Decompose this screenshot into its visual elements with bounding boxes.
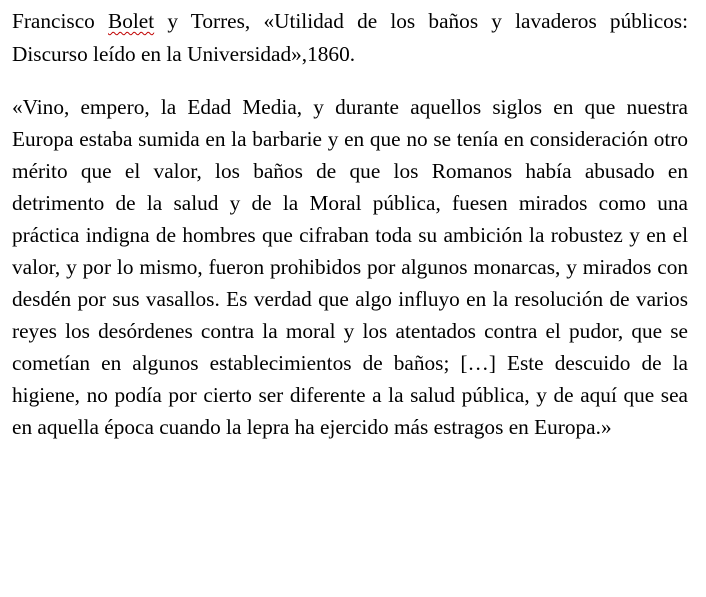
citation-title: «Utilidad de los baños y lavaderos públicos: Discurso leído en la Universidad»,1860. — [12, 9, 689, 66]
document-page — [12, 5, 688, 443]
quote-paragraph: «Vino, empero, la Edad Media, y durante aquellos siglos en que nuestra Europa estaba sumida en la barbarie y en que no se tenía en consideración otro mérito que el valor, los baños de que los Romanos había abusado en detrimento de la salud y de la Moral pública, fuesen mirados como una práctica indigna de hombres que cifraban toda su ambición la robustez y en el valor, y por lo mismo, fueron prohibidos por algunos monarcas, y mirados con desdén por sus vasallos. Es verdad que algo influyo en la resolución de varios reyes los desórdenes contra la moral y los atentados contra el pudor, que se cometían en algunos establecimientos de baños; […] Este descuido de la higiene, no podía por cierto ser diferente a la salud pública, y de aquí que sea en aquella época cuando la lepra ha ejercido más estragos en Europa.» — [12, 95, 688, 439]
citation-author-first: Francisco — [12, 9, 95, 33]
paragraph-spacer — [12, 71, 688, 91]
citation-paragraph — [12, 5, 688, 71]
citation-author-rest: y Torres, — [167, 9, 251, 33]
citation-author-flagged: Bolet — [108, 9, 155, 33]
